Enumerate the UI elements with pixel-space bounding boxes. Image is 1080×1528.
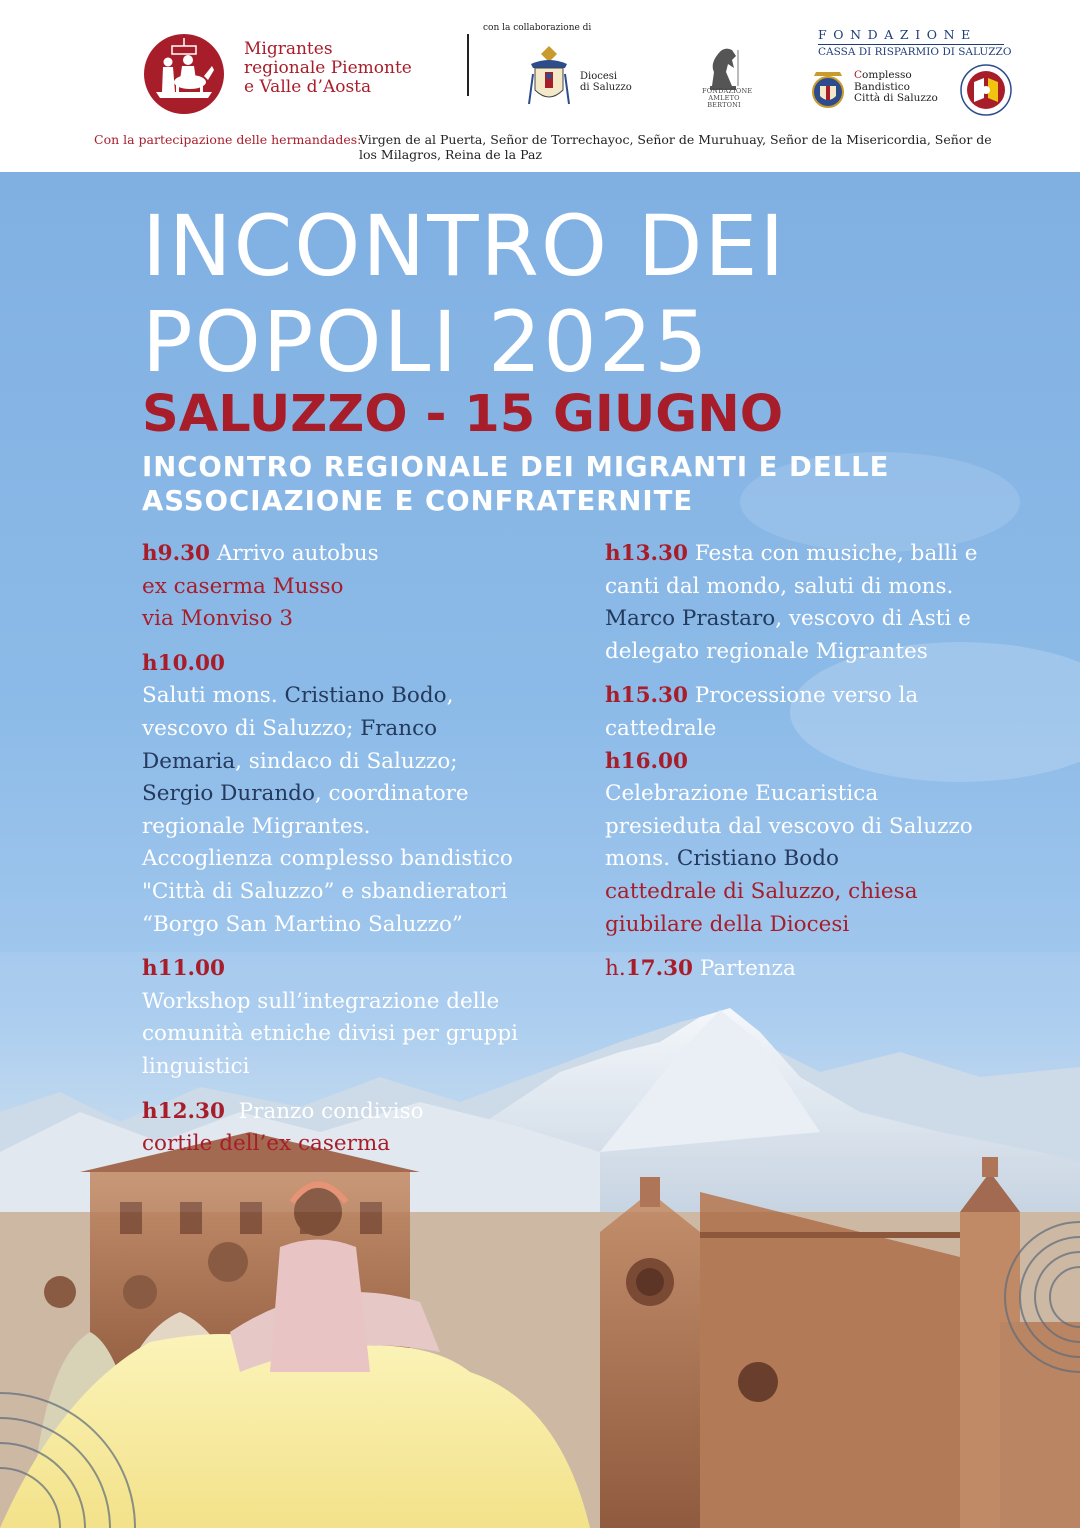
collaboration-label: con la collaborazione di [483,23,592,33]
header-bar [0,0,1080,172]
program-text: Processione verso la [687,683,919,709]
program-time-prefix: h. [605,956,626,982]
program-text: canti dal mondo, saluti di mons. [605,573,954,599]
main-title-line-1: INCONTRO DEI [142,197,787,295]
program-time: h16.00 [605,748,688,774]
program-text: Partenza [693,956,796,982]
bertoni-name: FONDAZIONE AMLETO BERTONI [702,87,753,109]
partecipazione-list: Virgen de al Puerta, Señor de Torrechayoc, Señor de Muruhuay, Señor de la Misericordia, Señor de los Milagros, Reina de la Paz [359,132,992,162]
fondazione-subtitle: CASSA DI RISPARMIO DI SALUZZO [818,46,1012,58]
main-title-line-2: POPOLI 2025 [142,293,710,391]
program-time: 17.30 [625,956,694,982]
diocesi-line-1: Diocesi [580,71,618,82]
program-item-1330 [605,538,1035,668]
program-location: cortile dell’ex caserma [142,1131,391,1157]
program-item-1000 [142,648,562,941]
complesso-initial: C [854,69,863,81]
program-text: Saluti mons. [142,683,285,709]
program-text: Festa con musiche, balli e [687,541,978,566]
program-item-0930 [142,538,562,636]
sbandieratori-logo-icon [960,64,1012,116]
program-location: ex caserma Musso [142,573,344,599]
program-text: Workshop sull’integrazione delle [142,988,500,1014]
program-name: Cristiano Bodo [676,846,839,872]
program-time: h12.30 [142,1098,225,1124]
program-name: Sergio Durando [142,781,315,807]
program-text: , coordinatore [314,781,469,807]
program-text: linguistici [142,1053,250,1079]
complesso-line-2: Bandistico [854,80,910,93]
event-description [142,450,889,518]
program-right-column [605,538,1035,986]
complesso-line-3: Città di Saluzzo [854,92,938,104]
complesso-line-1: omplesso [862,69,912,81]
program-item-1100 [142,953,562,1083]
program-item-1230 [142,1096,562,1161]
program-name: Marco Prastaro [605,606,776,632]
place-date: SALUZZO - 15 GIUGNO [142,385,784,444]
program-text: “Borgo San Martino Saluzzo” [142,911,463,937]
saluzzo-crest-icon [808,66,848,110]
header-divider [467,34,469,96]
program-item-1600 [605,746,1035,942]
diocesi-line-2: di Saluzzo [580,82,632,93]
program-text: Accoglienza complesso bandistico [142,846,513,872]
program-name: Demaria [142,748,236,774]
program-time: h11.00 [142,956,225,982]
program-address: via Monviso 3 [142,606,293,632]
program-text: Pranzo condiviso [224,1098,424,1124]
diocesi-name [580,71,632,93]
migrantes-line-2: regionale Piemonte [244,58,412,78]
program-time: h15.30 [605,683,688,709]
program-time: h9.30 [142,541,210,566]
program-text: delegato regionale Migrantes [605,638,928,664]
main-title [142,198,786,390]
program-item-1730 [605,953,1035,986]
program-time: h10.00 [142,650,225,676]
program-text: comunità etniche divisi per gruppi [142,1021,519,1047]
event-description-line-2: ASSOCIAZIONE E CONFRATERNITE [142,485,694,517]
program-location: giubilare della Diocesi [605,911,850,937]
migrantes-logo-icon [142,32,226,116]
complesso-bandistico-name [854,70,938,105]
migrantes-name [244,40,412,97]
program-text: , [446,683,454,709]
program-text: mons. [605,846,677,872]
partecipazione-label: Con la partecipazione delle hermandades: [94,132,362,147]
program-text: presieduta dal vescovo di Saluzzo [605,813,973,839]
program-text: "Città di Saluzzo” e sbandieratori [142,878,508,904]
program-text: Arrivo autobus [210,541,379,566]
diocesi-crest-icon [527,44,571,110]
program-text: cattedrale [605,715,717,741]
program-text: , vescovo di Asti e [775,606,971,632]
program-name: Franco [360,715,438,741]
program-location: cattedrale di Saluzzo, chiesa [605,878,918,904]
program-name: Cristiano Bodo [284,683,447,709]
program-text: , sindaco di Saluzzo; [235,748,458,774]
program-left-column [142,538,562,1161]
program-text: vescovo di Saluzzo; [142,715,361,741]
program-text: regionale Migrantes. [142,813,371,839]
migrantes-line-3: e Valle d’Aosta [244,77,372,97]
program-text: Celebrazione Eucaristica [605,781,879,807]
program-time: h13.30 [605,541,688,566]
program-item-1530 [605,680,1035,745]
event-description-line-1: INCONTRO REGIONALE DEI MIGRANTI E DELLE [142,451,890,483]
migrantes-line-1: Migrantes [244,39,333,59]
fondazione-title: FONDAZIONE [818,27,977,42]
